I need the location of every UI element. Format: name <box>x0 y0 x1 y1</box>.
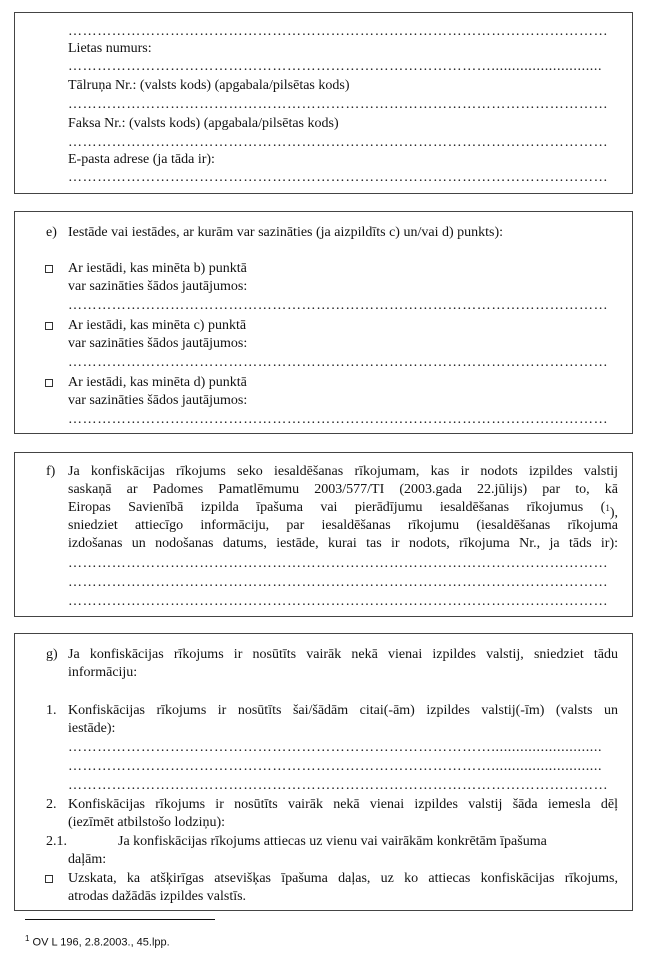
section-f-line4: sniedziet attiecīgo informāciju, par iesaldēšanas rīkojumu (iesaldēšanas rīkojuma <box>68 518 618 533</box>
section-f-letter: f) <box>46 464 56 479</box>
phone-field[interactable]: ………………………………………………………………………………………………… <box>68 97 609 112</box>
option-different-states-line2: atrodas dažādās izpildes valstīs. <box>68 889 247 904</box>
case-number-field[interactable]: ……………………………………………………………………………........................... <box>68 59 603 74</box>
item-1-field-2[interactable]: ……………………………………………………………………………........................... <box>68 759 603 774</box>
section-g-letter: g) <box>46 647 58 662</box>
phone-label: Tālruņa Nr.: (valsts kods) (apgabala/pilsētas kods) <box>68 78 350 93</box>
item-2-1-line1: Ja konfiskācijas rīkojums attiecas uz vienu vai vairākām konkrētām īpašuma <box>118 834 547 849</box>
item-2-number: 2. <box>46 797 57 812</box>
fax-label: Faksa Nr.: (valsts kods) (apgabala/pilsētas kods) <box>68 116 339 131</box>
case-number-label: Lietas numurs: <box>68 41 152 56</box>
section-g-heading-line1: Ja konfiskācijas rīkojums ir nosūtīts vairāk nekā vienai izpildes valstij, sniedziet tādu <box>68 647 618 662</box>
option-d-line2: var sazināties šādos jautājumos: <box>68 393 248 408</box>
option-c-line1: Ar iestādi, kas minēta c) punktā <box>68 318 247 333</box>
item-2-line1: Konfiskācijas rīkojums ir nosūtīts vairāk nekā vienai izpildes valstij šāda iemesla dēļ <box>68 797 618 812</box>
footnote-separator <box>25 919 215 920</box>
section-f-field-3[interactable]: ………………………………………………………………………………………………… <box>68 594 609 609</box>
option-b-line1: Ar iestādi, kas minēta b) punktā <box>68 261 247 276</box>
section-g-heading-line2: informāciju: <box>68 665 138 680</box>
section-e-heading: Iestāde vai iestādes, ar kurām var sazināties (ja aizpildīts c) un/vai d) punkts): <box>68 225 504 240</box>
footnote <box>25 934 170 949</box>
footnote-ref-number: 1 <box>605 503 610 513</box>
item-1-field-3[interactable]: ………………………………………………………………………………………………… <box>68 778 609 793</box>
item-1-field-1[interactable]: ……………………………………………………………………………........................... <box>68 740 603 755</box>
item-2-line2: (iezīmēt atbilstošo lodziņu): <box>68 815 226 830</box>
checkbox-different-states[interactable] <box>45 875 53 883</box>
checkbox-d[interactable] <box>45 379 53 387</box>
option-different-states-line1: Uzskata, ka atšķirīgas atsevišķas īpašuma daļas, uz ko attiecas konfiskācijas rīkojums, <box>68 871 618 886</box>
section-f-line3-text: Eiropas Savienībā izpilda īpašuma vai pierādījumu iesaldēšanas rīkojumus ( <box>68 500 606 515</box>
option-d-field[interactable]: ………………………………………………………………………………………………… <box>68 412 609 427</box>
checkbox-b[interactable] <box>45 265 53 273</box>
section-f-line2: saskaņā ar Padomes Pamatlēmumu 2003/577/TI (2003.gada 22.jūlijs) par to, kā <box>68 482 618 497</box>
section-f-line5: izdošanas un nodošanas datums, iestāde, kurai tas ir nodots, rīkojuma Nr., ja tāds ir): <box>68 536 618 551</box>
dotted-line[interactable]: ………………………………………………………………………………………………… <box>68 24 609 39</box>
option-c-field[interactable]: ………………………………………………………………………………………………… <box>68 355 609 370</box>
item-2-1-line2: daļām: <box>68 852 107 867</box>
option-d-line1: Ar iestādi, kas minēta d) punktā <box>68 375 247 390</box>
item-1-line2: iestāde): <box>68 721 116 736</box>
item-1-number: 1. <box>46 703 57 718</box>
item-1-line1: Konfiskācijas rīkojums ir nosūtīts šai/šādām citai(-ām) izpildes valstij(-īm) (valsts un <box>68 703 618 718</box>
footnote-mark: 1 <box>25 934 30 943</box>
section-f-field-1[interactable]: ………………………………………………………………………………………………… <box>68 556 609 571</box>
section-f-line1: Ja konfiskācijas rīkojums seko iesaldēšanas rīkojumam, kas ir nodots izpildes valstij <box>68 464 618 479</box>
footnote-ref-close: ), <box>609 505 618 521</box>
email-field[interactable]: ………………………………………………………………………………………………… <box>68 170 609 185</box>
checkbox-c[interactable] <box>45 322 53 330</box>
email-label: E-pasta adrese (ja tāda ir): <box>68 152 215 167</box>
option-b-line2: var sazināties šādos jautājumos: <box>68 279 248 294</box>
item-2-1-number: 2.1. <box>46 834 67 849</box>
option-c-line2: var sazināties šādos jautājumos: <box>68 336 248 351</box>
option-b-field[interactable]: ………………………………………………………………………………………………… <box>68 298 609 313</box>
section-e-letter: e) <box>46 225 57 240</box>
fax-field[interactable]: ………………………………………………………………………………………………… <box>68 135 609 150</box>
section-f-field-2[interactable]: ………………………………………………………………………………………………… <box>68 575 609 590</box>
footnote-text: OV L 196, 2.8.2003., 45.lpp. <box>32 936 170 949</box>
